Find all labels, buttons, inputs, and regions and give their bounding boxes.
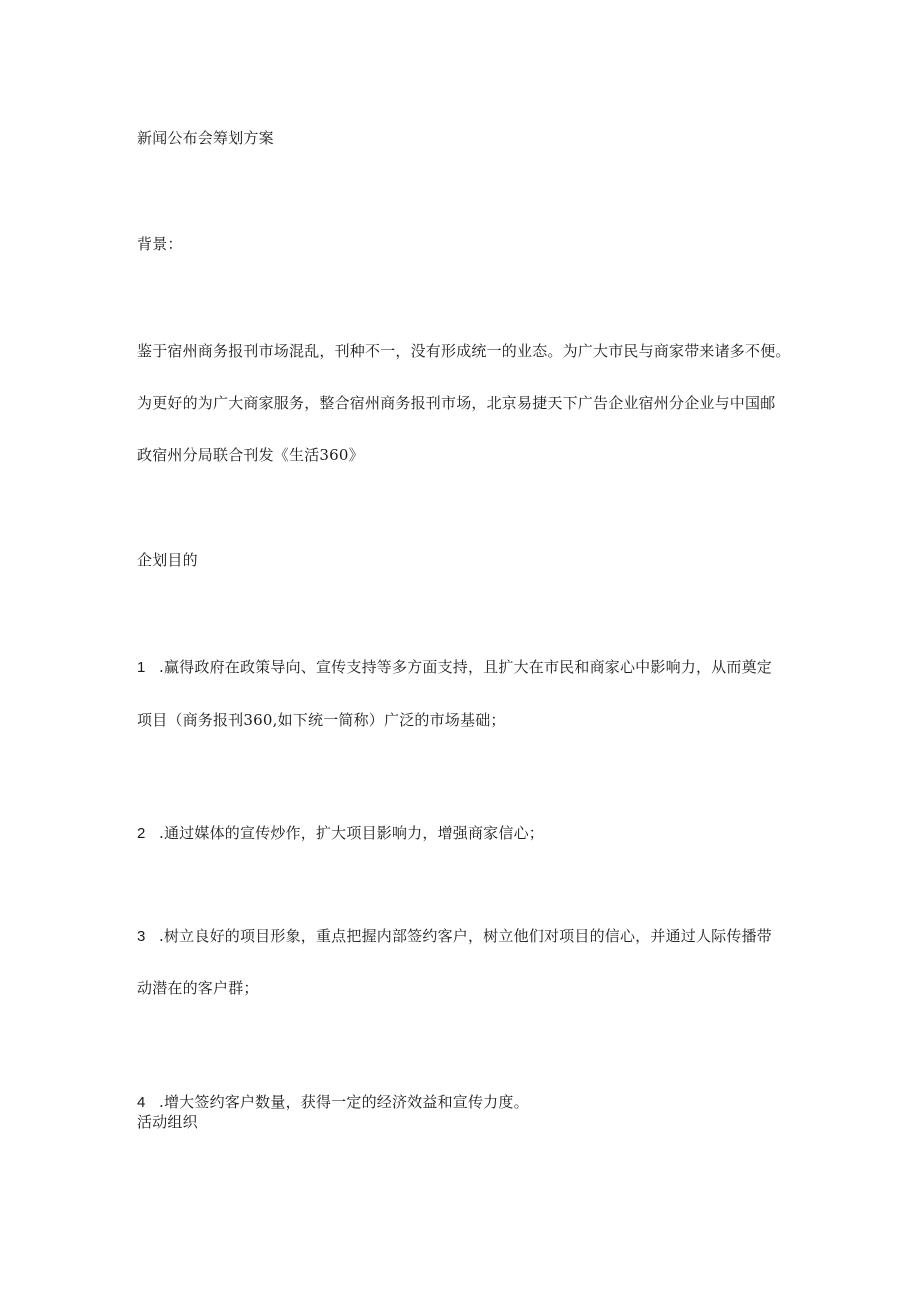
purpose-item-text: .通过媒体的宣传炒作，扩大项目影响力，增强商家信心；: [159, 824, 544, 842]
background-line-2: 为更好的为广大商家服务，整合宿州商务报刊市场，北京易捷天下广告企业宿州分企业与中国邮: [137, 394, 776, 412]
activity-heading: 活动组织: [137, 1113, 198, 1131]
purpose-item-3-line-1: [137, 926, 772, 947]
purpose-item-1-line-1: [137, 657, 772, 678]
purpose-item-text: .增大签约客户数量，获得一定的经济效益和宣传力度。: [159, 1093, 529, 1111]
purpose-item-number: 1: [137, 659, 146, 676]
purpose-item-4-line-1: [137, 1092, 529, 1113]
purpose-item-text: .赢得政府在政策导向、宣传支持等多方面支持，且扩大在市民和商家心中影响力，从而奠定: [159, 658, 772, 676]
purpose-item-number: 2: [137, 825, 146, 842]
purpose-heading: 企划目的: [137, 551, 198, 569]
purpose-item-number: 3: [137, 928, 146, 945]
document-title: 新闻公布会筹划方案: [137, 129, 274, 147]
purpose-item-1-line-2: 项目（商务报刊360,如下统一简称）广泛的市场基础；: [137, 711, 506, 729]
purpose-item-3-line-2: 动潜在的客户群；: [137, 979, 259, 997]
purpose-item-text: .树立良好的项目形象，重点把握内部签约客户，树立他们对项目的信心，并通过人际传播带: [159, 927, 772, 945]
purpose-item-number: 4: [137, 1094, 146, 1111]
background-heading: 背景：: [137, 235, 183, 253]
background-line-1: 鉴于宿州商务报刊市场混乱，刊种不一，没有形成统一的业态。为广大市民与商家带来诸多不便。: [137, 342, 791, 360]
background-line-3: 政宿州分局联合刊发《生活360》: [137, 446, 364, 464]
purpose-item-2-line-1: [137, 823, 544, 844]
